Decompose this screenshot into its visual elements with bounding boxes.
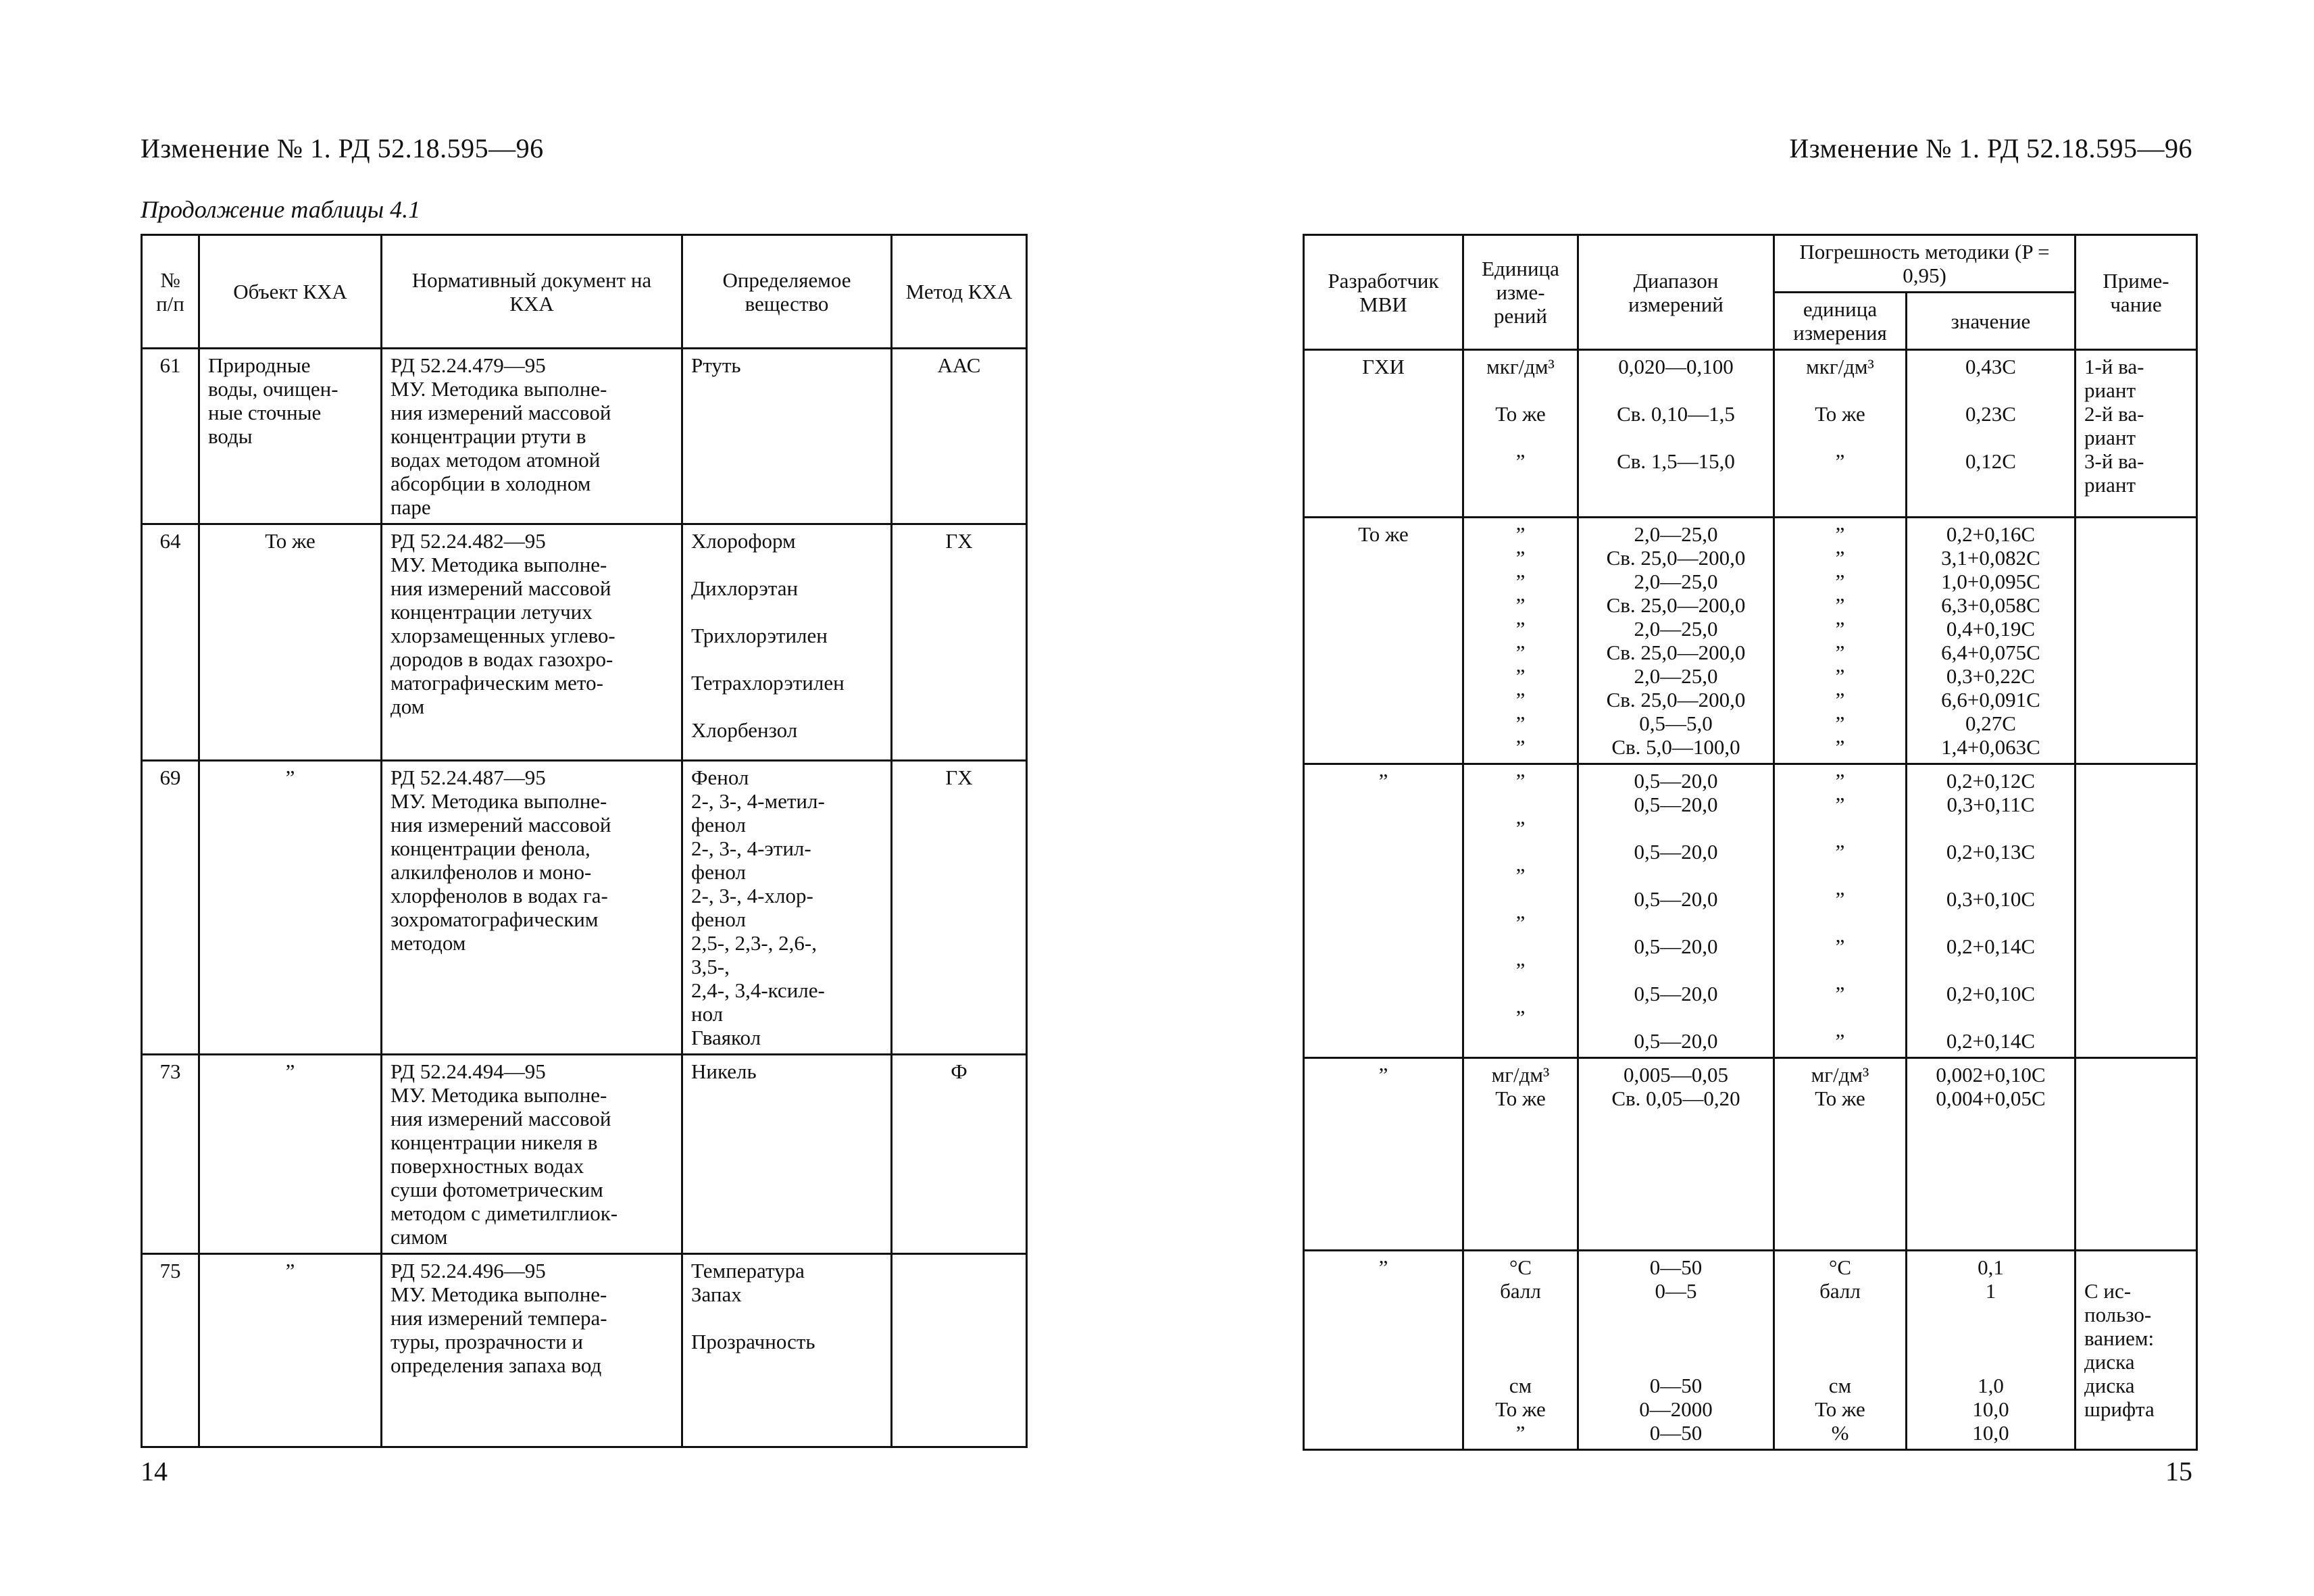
table-row (1304, 350, 2197, 518)
row-error-values: 0,2+0,16C 3,1+0,082C 1,0+0,095C 6,3+0,058C 0,4+0,19C 6,4+0,075C 0,3+0,22C 6,6+0,091C 0,27C 1,4+0,063C (1907, 518, 2076, 764)
col-header-document: Нормативный документ на КХА (382, 235, 682, 349)
row-document: РД 52.24.479—95 МУ. Методика выполне- ния измерений массовой концентрации ртути в водах методом атомной абсорбции в холодном паре (382, 349, 682, 524)
table-row (1304, 764, 2197, 1058)
row-ranges: 0,005—0,05 Св. 0,05—0,20 (1578, 1058, 1774, 1251)
row-document: РД 52.24.487—95 МУ. Методика выполне- ния измерений массовой концентрации фенола, алкилфенолов и моно- хлорфенолов в водах га- зохроматографическим методом (382, 761, 682, 1055)
col-header-unit: Единица изме-рений (1463, 235, 1578, 350)
row-object: ” (199, 1254, 382, 1447)
page-number-right: 15 (2165, 1456, 2192, 1487)
row-ranges: 0,5—20,0 0,5—20,0 0,5—20,0 0,5—20,0 0,5—20,0 0,5—20,0 0,5—20,0 (1578, 764, 1774, 1058)
row-substance: Температура Запах Прозрачность (682, 1254, 892, 1447)
table-row (142, 1254, 1027, 1447)
table-row (142, 349, 1027, 524)
row-object: Природные воды, очищен- ные сточные воды (199, 349, 382, 524)
row-object: ” (199, 1055, 382, 1254)
row-substance: Ртуть (682, 349, 892, 524)
table-row (1304, 1058, 2197, 1251)
row-notes: С ис- пользо- ванием: диска диска шрифта (2076, 1251, 2197, 1450)
col-header-error-unit: единица измерения (1774, 293, 1907, 350)
table-caption: Продолжение таблицы 4.1 (141, 196, 421, 223)
row-units: мкг/дм³ То же ” (1463, 350, 1578, 518)
row-number: 73 (142, 1055, 199, 1254)
row-notes (2076, 1058, 2197, 1251)
row-error-values: 0,1 1 1,0 10,0 10,0 (1907, 1251, 2076, 1450)
col-header-note: Приме-чание (2076, 235, 2197, 350)
row-error-values: 0,2+0,12C 0,3+0,11C 0,2+0,13C 0,3+0,10C 0,2+0,14C 0,2+0,10C 0,2+0,14C (1907, 764, 2076, 1058)
row-number: 64 (142, 524, 199, 761)
page-header-right: Изменение № 1. РД 52.18.595—96 (1789, 133, 2192, 164)
row-substance: Фенол 2-, 3-, 4-метил- фенол 2-, 3-, 4-этил- фенол 2-, 3-, 4-хлор- фенол 2,5-, 2,3-, 2,6-, 3,5-, 2,4-, 3,4-ксиле- нол Гваякол (682, 761, 892, 1055)
row-developer: ” (1304, 1058, 1463, 1251)
col-header-substance: Определяемое вещество (682, 235, 892, 349)
page-header-left: Изменение № 1. РД 52.18.595—96 (141, 133, 544, 164)
row-developer: ” (1304, 1251, 1463, 1450)
row-document: РД 52.24.496—95 МУ. Методика выполне- ния измерений темпера- туры, прозрачности и определения запаха вод (382, 1254, 682, 1447)
row-number: 75 (142, 1254, 199, 1447)
row-document: РД 52.24.482—95 МУ. Методика выполне- ния измерений массовой концентрации летучих хлорзамещенных углево- дородов в водах газохро- матографическим мето- дом (382, 524, 682, 761)
row-error-units: мг/дм³ То же (1774, 1058, 1907, 1251)
col-header-object: Объект КХА (199, 235, 382, 349)
row-document: РД 52.24.494—95 МУ. Методика выполне- ния измерений массовой концентрации никеля в поверхностных водах суши фотометрическим методом с диметилглиок- симом (382, 1055, 682, 1254)
table-row (142, 761, 1027, 1055)
row-error-values: 0,002+0,10C 0,004+0,05C (1907, 1058, 2076, 1251)
row-ranges: 0—50 0—5 0—50 0—2000 0—50 (1578, 1251, 1774, 1450)
row-method (892, 1254, 1027, 1447)
row-number: 61 (142, 349, 199, 524)
left-table-header-row (142, 235, 1027, 349)
right-table-header-row-1 (1304, 235, 2197, 293)
row-object: ” (199, 761, 382, 1055)
row-substance: Никель (682, 1055, 892, 1254)
row-method: Ф (892, 1055, 1027, 1254)
col-header-developer: Разработчик МВИ (1304, 235, 1463, 350)
row-developer: ГХИ (1304, 350, 1463, 518)
right-table (1303, 234, 2198, 1451)
row-notes (2076, 518, 2197, 764)
row-developer: То же (1304, 518, 1463, 764)
row-developer: ” (1304, 764, 1463, 1058)
col-header-error-value: значение (1907, 293, 2076, 350)
row-substance: Хлороформ Дихлорэтан Трихлорэтилен Тетрахлорэтилен Хлорбензол (682, 524, 892, 761)
row-notes: 1-й ва- риант 2-й ва- риант 3-й ва- риант (2076, 350, 2197, 518)
row-number: 69 (142, 761, 199, 1055)
row-ranges: 2,0—25,0 Св. 25,0—200,0 2,0—25,0 Св. 25,0—200,0 2,0—25,0 Св. 25,0—200,0 2,0—25,0 Св. 25,0—200,0 0,5—5,0 Св. 5,0—100,0 (1578, 518, 1774, 764)
row-units: мг/дм³ То же (1463, 1058, 1578, 1251)
page-number-left: 14 (141, 1456, 168, 1487)
row-notes (2076, 764, 2197, 1058)
row-method: ГХ (892, 524, 1027, 761)
row-error-units: ” ” ” ” ” ” ” (1774, 764, 1907, 1058)
table-row (1304, 518, 2197, 764)
row-method: ГХ (892, 761, 1027, 1055)
col-header-error-group: Погрешность методики (P = 0,95) (1774, 235, 2076, 293)
row-error-units: мкг/дм³ То же ” (1774, 350, 1907, 518)
table-row (142, 1055, 1027, 1254)
row-error-units: °C балл см То же % (1774, 1251, 1907, 1450)
row-error-values: 0,43C 0,23C 0,12C (1907, 350, 2076, 518)
row-units: ” ” ” ” ” ” (1463, 764, 1578, 1058)
col-header-method: Метод КХА (892, 235, 1027, 349)
table-row (1304, 1251, 2197, 1450)
col-header-range: Диапазон измерений (1578, 235, 1774, 350)
row-ranges: 0,020—0,100 Св. 0,10—1,5 Св. 1,5—15,0 (1578, 350, 1774, 518)
row-method: ААС (892, 349, 1027, 524)
row-error-units: ” ” ” ” ” ” ” ” ” ” (1774, 518, 1907, 764)
table-row (142, 524, 1027, 761)
left-table (141, 234, 1028, 1448)
row-units: ” ” ” ” ” ” ” ” ” ” (1463, 518, 1578, 764)
row-units: °C балл см То же ” (1463, 1251, 1578, 1450)
col-header-num: № п/п (142, 235, 199, 349)
row-object: То же (199, 524, 382, 761)
